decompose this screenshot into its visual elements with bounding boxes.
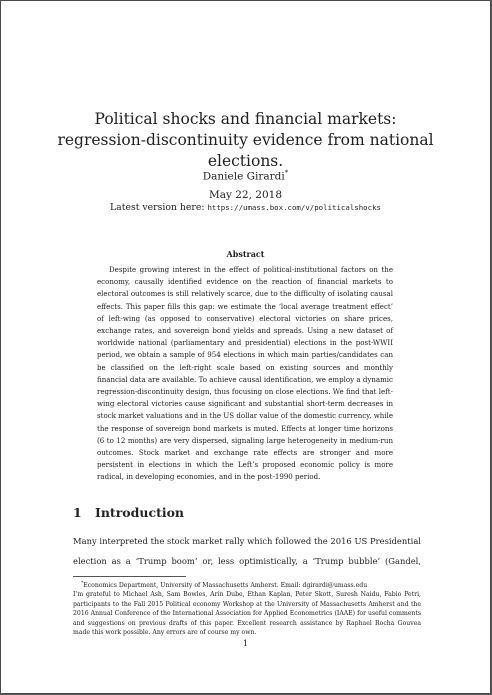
- title-line-1: Political shocks and financial markets:: [94, 110, 397, 128]
- abstract-body: Despite growing interest in the effect of political-institutional factors on the economy, causally identified evidence on the reaction of financial markets to electoral outcomes is still relatively scarce, due to the difficulty of isolating causal effects. This paper fills this gap: we estimate the ‘local average treatment effect’ of left-wing (as opposed to conservative) electoral victories on share prices, exchange rates, and sovereign bond yields and spreads. Using a new dataset of worldwide national (parliamentary and presidential) elections in the post-WWII period, we obtain a sample of 954 elections in which main parties/candidates can be classified on the left-right scale based on existing sources and monthly financial data are available. To achieve causal identification, we employ a dynamic regression-discontinuity design, thus focusing on close elections. We find that left-wing electoral victories cause significant and substantial short-term decreases in stock market valuations and in the US dollar value of the domestic currency, while the response of sovereign bond markets is muted. Effects at longer time horizons (6 to 12 months) are very dispersed, signaling large heterogeneity in medium-run outcomes. Stock market and exchange rate effects are stronger and more persistent in elections in which the Left’s proposed economic policy is more radical, in developing economies, and in the post-1990 period.: [97, 265, 393, 482]
- paper-title: [41, 109, 450, 172]
- author-name: [1, 169, 490, 183]
- introduction-paragraph: Many interpreted the stock market rally which followed the 2016 US Presidential election as a ‘Trump boom’ or, less optimistically, a ‘Trump bubble’ (Gandel,: [73, 536, 421, 566]
- footnote-rule: [73, 576, 186, 577]
- version-link[interactable]: https://umass.box.com/v/politicalshocks: [207, 203, 381, 212]
- footnote-2: I’m grateful to Michael Ash, Sam Bowles, Arin Dube, Ethan Kaplan, Peter Skott, Suresh Naidu, Fabio Petri, participants to the Fall 2015 Political economy Workshop at the University of Massachusetts Amherst and the 2016 Annual Conference of the International Association for Applied Econometrics (IAAE) for useful comments and suggestions on previous drafts of this paper. Excellent research assistance by Raphael Rocha Gouvea made this work possible. Any errors are of course my own.: [73, 591, 421, 637]
- paper-page: [1, 1, 490, 693]
- footnote-1-text: Economics Department, University of Massachusetts Amherst. Email: dgirardi@umass.edu: [83, 582, 368, 590]
- footnote-1: [73, 579, 421, 590]
- latest-version-line: [1, 202, 490, 213]
- title-line-2: regression-discontinuity evidence from national elections.: [57, 131, 434, 170]
- section-number: 1: [73, 505, 82, 520]
- footnote-1-mark: *: [81, 581, 84, 586]
- abstract-heading: Abstract: [226, 249, 265, 259]
- paper-date: May 22, 2018: [208, 189, 283, 201]
- author-footnote-mark: *: [284, 169, 289, 177]
- section-title: Introduction: [95, 505, 185, 520]
- section-heading-introduction: [73, 505, 184, 520]
- version-label: Latest version here:: [110, 202, 205, 213]
- author-text: Daniele Girardi: [202, 170, 285, 183]
- footnotes: [73, 579, 421, 637]
- page-number: 1: [242, 638, 249, 648]
